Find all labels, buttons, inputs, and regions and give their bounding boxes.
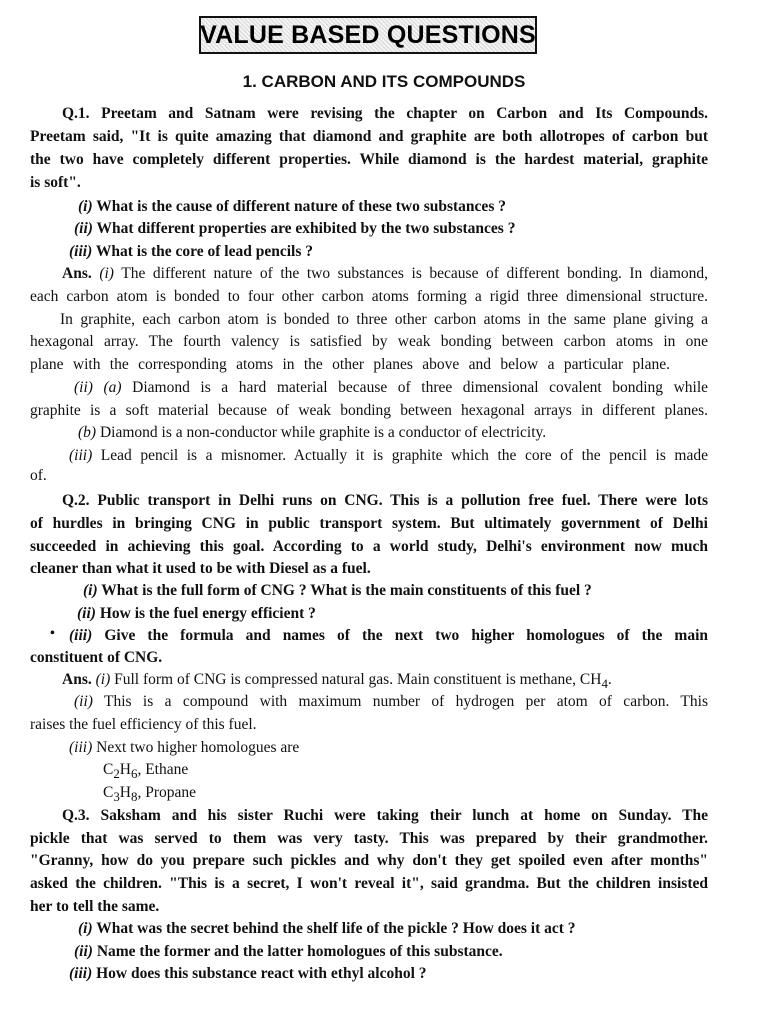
answer-1-part-iii-line-1 bbox=[69, 446, 708, 466]
answer-1-part-ii-b bbox=[78, 423, 546, 443]
label-i: (i) bbox=[83, 582, 98, 599]
formula-subscript: 3 bbox=[113, 789, 120, 805]
question-text: Give the formula and names of the next two higher homologues of the main bbox=[104, 627, 709, 644]
question-2-part-iii-line-2: constituent of CNG. bbox=[30, 649, 163, 666]
question-1-line-3: the two have completely different properties. While diamond is the hardest material, graphite bbox=[30, 151, 708, 168]
answer-1-line-5: plane with the corresponding atoms in the other planes above and below a particular plane. bbox=[30, 356, 670, 373]
label-i: (i) bbox=[95, 671, 111, 688]
question-1-part-i bbox=[78, 197, 506, 217]
question-3-line-2: pickle that was served to them was very tasty. This was prepared by their grandmother. bbox=[30, 830, 708, 847]
answer-text: The different nature of the two substances is because of different bonding. In diamond, bbox=[121, 265, 708, 282]
question-2-part-i bbox=[83, 581, 592, 601]
answer-2-part-i: Ans. (i) Full form of CNG is compressed natural gas. Main constituent is methane, $CH_4$. bbox=[62, 671, 612, 692]
question-text: What is the full form of CNG ? What is the main constituents of this fuel ? bbox=[101, 582, 592, 599]
compound-name: , Ethane bbox=[137, 761, 189, 778]
question-1-line-4: is soft". bbox=[30, 174, 81, 191]
answer-1-part-iii-line-2: of. bbox=[30, 467, 47, 484]
answer-text: Next two higher homologues are bbox=[96, 739, 300, 756]
page-title: VALUE BASED QUESTIONS bbox=[200, 20, 536, 49]
label-iii: (iii) bbox=[69, 739, 93, 756]
answer-text: Diamond is a hard material because of three dimensional covalent bonding while bbox=[132, 379, 708, 396]
answer-2-part-ii-line-1 bbox=[74, 692, 708, 712]
question-text: What was the secret behind the shelf life of the pickle ? How does it act ? bbox=[96, 920, 576, 937]
formula-subscript: 8 bbox=[131, 789, 138, 805]
title-banner bbox=[199, 16, 537, 54]
label-iii: (iii) bbox=[69, 243, 93, 260]
answer-label: Ans. bbox=[62, 265, 92, 282]
compound-name: , Propane bbox=[137, 784, 196, 801]
question-text: How does this substance react with ethyl alcohol ? bbox=[96, 965, 427, 982]
question-3-line-5: her to tell the same. bbox=[30, 898, 160, 915]
label-iii: (iii) bbox=[69, 447, 93, 464]
answer-2-part-ii-line-2: raises the fuel efficiency of this fuel. bbox=[30, 716, 257, 733]
label-i: (i) bbox=[99, 265, 114, 282]
label-iii: (iii) bbox=[69, 965, 93, 982]
question-3-line-4: asked the children. "This is a secret, I won't reveal it", said grandma. But the children insisted bbox=[30, 875, 708, 892]
answer-1-line-4: hexagonal array. The fourth valency is satisfied by weak bonding between carbon atoms in one bbox=[30, 333, 708, 350]
label-b: (b) bbox=[78, 424, 97, 441]
formula-subscript: 4 bbox=[601, 676, 608, 692]
question-1-part-iii bbox=[69, 242, 313, 262]
question-3-line-3: "Granny, how do you prepare such pickles and why don't they get spoiled even after months" bbox=[30, 852, 708, 869]
formula-hydrogen: H bbox=[119, 761, 131, 778]
formula-carbon: C bbox=[103, 761, 114, 778]
label-iii: (iii) bbox=[69, 627, 93, 644]
answer-text: Full form of CNG is compressed natural gas. Main constituent is methane, CH bbox=[114, 671, 602, 688]
formula-subscript: 6 bbox=[131, 766, 138, 782]
propane-formula bbox=[103, 783, 196, 807]
label-i: (i) bbox=[78, 198, 93, 215]
chapter-heading: 1. CARBON AND ITS COMPOUNDS bbox=[242, 72, 526, 91]
answer-1-line-3: In graphite, each carbon atom is bonded to three other carbon atoms in the same plane giving a bbox=[60, 311, 708, 328]
question-2-part-ii bbox=[77, 604, 316, 624]
answer-text: This is a compound with maximum number of hydrogen per atom of carbon. This bbox=[104, 693, 708, 710]
question-2-line-2: of hurdles in bringing CNG in public transport system. But ultimately government of Delhi bbox=[30, 515, 708, 532]
label-ii: (ii) bbox=[74, 220, 93, 237]
formula-hydrogen: H bbox=[119, 784, 131, 801]
answer-text: Diamond is a non-conductor while graphite is a conductor of electricity. bbox=[99, 424, 547, 441]
question-2-part-iii-line-1 bbox=[69, 626, 708, 646]
ethane-formula bbox=[103, 760, 188, 784]
label-ii: (ii) bbox=[74, 943, 93, 960]
answer-1-line-1 bbox=[62, 264, 708, 284]
label-ii: (ii) bbox=[74, 693, 93, 710]
question-1-part-ii bbox=[74, 219, 515, 239]
question-text: What is the cause of different nature of these two substances ? bbox=[96, 198, 506, 215]
question-text: How is the fuel energy efficient ? bbox=[99, 605, 316, 622]
question-text: What is the core of lead pencils ? bbox=[95, 243, 313, 260]
label-i: (i) bbox=[78, 920, 93, 937]
answer-label: Ans. bbox=[62, 671, 92, 688]
question-3-line-1: Q.3. Saksham and his sister Ruchi were taking their lunch at home on Sunday. The bbox=[62, 807, 708, 824]
answer-2-part-iii bbox=[69, 738, 299, 758]
label-ii: (ii) bbox=[74, 379, 93, 396]
question-text: Name the former and the latter homologues of this substance. bbox=[96, 943, 503, 960]
question-2-line-3: succeeded in achieving this goal. According to a world study, Delhi's environment now much bbox=[30, 538, 708, 555]
answer-1-part-ii-line-1 bbox=[74, 378, 708, 398]
label-a: (a) bbox=[103, 379, 122, 396]
question-1-line-2: Preetam said, "It is quite amazing that diamond and graphite are both allotropes of carbon but bbox=[30, 128, 708, 145]
formula-subscript: 2 bbox=[113, 766, 120, 782]
answer-text: Lead pencil is a misnomer. Actually it is graphite which the core of the pencil is made bbox=[100, 447, 708, 464]
question-2-line-1: Q.2. Public transport in Delhi runs on CNG. This is a pollution free fuel. There were lots bbox=[62, 492, 708, 509]
question-3-part-ii bbox=[74, 942, 503, 962]
answer-1-part-ii-line-2: graphite is a soft material because of weak bonding between hexagonal arrays in different planes. bbox=[30, 402, 708, 419]
label-ii: (ii) bbox=[77, 605, 96, 622]
question-text: What different properties are exhibited by the two substances ? bbox=[96, 220, 516, 237]
question-3-part-iii bbox=[69, 964, 427, 984]
question-1-line-1: Q.1. Preetam and Satnam were revising the chapter on Carbon and Its Compounds. bbox=[62, 105, 708, 122]
answer-1-line-2: each carbon atom is bonded to four other carbon atoms forming a rigid three dimensional structure. bbox=[30, 288, 708, 305]
formula-carbon: C bbox=[103, 784, 114, 801]
bullet-mark: • bbox=[50, 626, 55, 641]
question-2-line-4: cleaner than what it used to be with Diesel as a fuel. bbox=[30, 560, 371, 577]
question-3-part-i bbox=[78, 919, 576, 939]
